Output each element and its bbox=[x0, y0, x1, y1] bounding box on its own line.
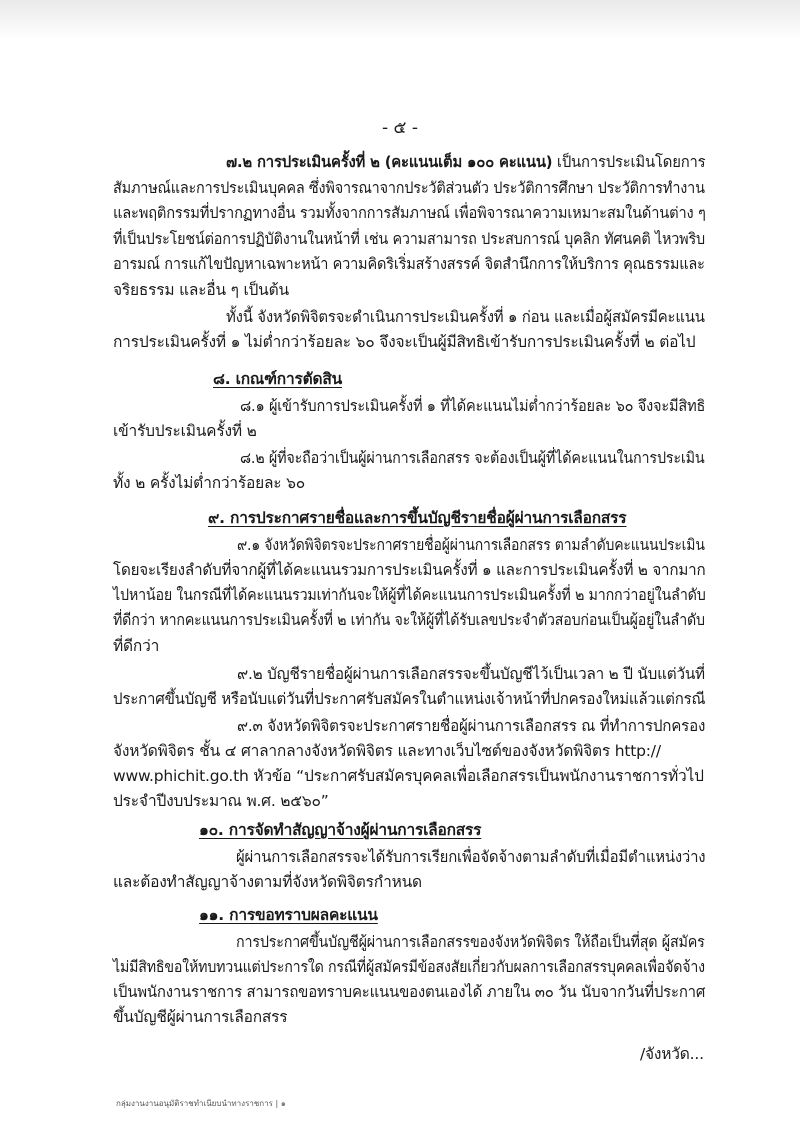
section-7-2-title: ๗.๒ การประเมินครั้งที่ ๒ (คะแนนเต็ม ๑๐๐ คะแนน) bbox=[226, 153, 553, 171]
section-8-1-line: ๘.๑ ผู้เข้ารับการประเมินครั้งที่ ๑ ที่ได้คะแนนไม่ต่ำกว่าร้อยละ ๖๐ จึงจะมีสิทธิ bbox=[240, 397, 706, 415]
section-11-line: การประกาศขึ้นบัญชีผู้ผ่านการเลือกสรรของจังหวัดพิจิตร ให้ถือเป็นที่สุด ผู้สมัคร bbox=[236, 933, 705, 951]
section-9-1-line: โดยจะเรียงลำดับที่จากผู้ที่ได้คะแนนรวมการประเมินครั้งที่ ๑ และการประเมินครั้งที่ ๒ จากมาก bbox=[113, 561, 706, 579]
page-footer: กลุ่มงานงานอนุมัติราชทำเนียบนำทางราชการ | ๑ bbox=[116, 1099, 286, 1108]
section-9-2-line: ประกาศขึ้นบัญชี หรือนับแต่วันที่ประกาศรับสมัครในตำแหน่งเจ้าหน้าที่ปกครองใหม่แล้วแต่กรณี bbox=[113, 690, 706, 708]
section-9-3-line: ๙.๓ จังหวัดพิจิตรจะประกาศรายชื่อผู้ผ่านการเลือกสรร ณ ที่ทำการปกครอง bbox=[237, 717, 706, 735]
section-9-1-line: ที่ดีกว่า หากคะแนนการประเมินครั้งที่ ๒ เท่ากัน จะให้ผู้ที่ได้รับเลขประจำตัวสอบก่อนเป็นผู้อยู่ในลำดับ bbox=[113, 611, 705, 629]
section-9-3-line: จังหวัดพิจิตร ชั้น ๔ ศาลากลางจังหวัดพิจิตร และทางเว็บไซต์ของจังหวัดพิจิตร http:// bbox=[113, 742, 661, 760]
continuation-text: /จังหวัด... bbox=[640, 1045, 704, 1063]
section-10-line: และต้องทำสัญญาจ้างตามที่จังหวัดพิจิตรกำหนด bbox=[113, 873, 422, 891]
section-11-line: ไม่มีสิทธิขอให้ทบทวนแต่ประการใด กรณีที่ผู้สมัครมีข้อสงสัยเกี่ยวกับผลการเลือกสรรบุคคลเพื่อจัดจ้าง bbox=[113, 958, 705, 976]
section-9-heading: ๙. การประกาศรายชื่อและการขึ้นบัญชีรายชื่อผู้ผ่านการเลือกสรร bbox=[208, 509, 627, 527]
section-11-line: เป็นพนักงานราชการ สามารถขอทราบคะแนนของตนเองได้ ภายใน ๓๐ วัน นับจากวันที่ประกาศ bbox=[113, 983, 706, 1001]
section-7-2-note-line: การประเมินครั้งที่ ๑ ไม่ต่ำกว่าร้อยละ ๖๐ จึงจะเป็นผู้มีสิทธิเข้ารับการประเมินครั้งที่ ๒ ต่อไป bbox=[113, 333, 696, 351]
section-7-2-first-line-rest: เป็นการประเมินโดยการ bbox=[552, 153, 706, 171]
section-7-2-note-line: ทั้งนี้ จังหวัดพิจิตรจะดำเนินการประเมินครั้งที่ ๑ ก่อน และเมื่อผู้สมัครมีคะแนน bbox=[226, 308, 705, 326]
section-8-heading: ๘. เกณฑ์การตัดสิน bbox=[213, 370, 342, 388]
section-9-2-line: ๙.๒ บัญชีรายชื่อผู้ผ่านการเลือกสรรจะขึ้นบัญชีไว้เป็นเวลา ๒ ปี นับแต่วันที่ bbox=[237, 665, 705, 683]
section-7-2-first-line bbox=[226, 152, 705, 172]
section-8-2-line: ทั้ง ๒ ครั้งไม่ต่ำกว่าร้อยละ ๖๐ bbox=[113, 474, 306, 492]
section-7-2-line: ที่เป็นประโยชน์ต่อการปฏิบัติงานในหน้าที่ เช่น ความสามารถ ประสบการณ์ บุคลิก ทัศนคติ ไหวพริบ bbox=[113, 230, 705, 248]
section-9-3-line: ประจำปีงบประมาณ พ.ศ. ๒๕๖๐” bbox=[113, 792, 329, 810]
section-11-heading: ๑๑. การขอทราบผลคะแนน bbox=[199, 906, 378, 924]
section-7-2-line: สัมภาษณ์และการประเมินบุคคล ซึ่งพิจารณาจากประวัติส่วนตัว ประวัติการศึกษา ประวัติการทำงาน bbox=[113, 179, 705, 197]
scan-edge-shadow bbox=[0, 0, 800, 40]
section-9-3-line: www.phichit.go.th หัวข้อ “ประกาศรับสมัครบุคคลเพื่อเลือกสรรเป็นพนักงานราชการทั่วไป bbox=[113, 767, 704, 785]
section-9-1-line: ๙.๑ จังหวัดพิจิตรจะประกาศรายชื่อผู้ผ่านการเลือกสรร ตามลำดับคะแนนประเมิน bbox=[237, 536, 705, 554]
section-9-1-line: ไปหาน้อย ในกรณีที่ได้คะแนนรวมเท่ากันจะให้ผู้ที่ได้คะแนนการประเมินครั้งที่ ๒ มากกว่าอยู่ในลำดับ bbox=[113, 586, 706, 604]
section-10-heading: ๑๐. การจัดทำสัญญาจ้างผู้ผ่านการเลือกสรร bbox=[199, 821, 482, 839]
section-9-1-line: ที่ดีกว่า bbox=[113, 637, 160, 655]
section-7-2-line: อารมณ์ การแก้ไขปัญหาเฉพาะหน้า ความคิดริเริ่มสร้างสรรค์ จิตสำนึกการให้บริการ คุณธรรมและ bbox=[113, 255, 705, 273]
page-number: - ๕ - bbox=[382, 118, 418, 138]
section-7-2-line: จริยธรรม และอื่น ๆ เป็นต้น bbox=[113, 281, 289, 299]
section-8-1-line: เข้ารับประเมินครั้งที่ ๒ bbox=[113, 422, 257, 440]
section-7-2-line: และพฤติกรรมที่ปรากฏทางอื่น รวมทั้งจากการสัมภาษณ์ เพื่อพิจารณาความเหมาะสมในด้านต่าง ๆ bbox=[113, 204, 706, 222]
section-11-line: ขึ้นบัญชีผู้ผ่านการเลือกสรร bbox=[113, 1008, 288, 1026]
section-10-line: ผู้ผ่านการเลือกสรรจะได้รับการเรียกเพื่อจัดจ้างตามลำดับที่เมื่อมีตำแหน่งว่าง bbox=[236, 848, 706, 866]
section-8-2-line: ๘.๒ ผู้ที่จะถือว่าเป็นผู้ผ่านการเลือกสรร จะต้องเป็นผู้ที่ได้คะแนนในการประเมิน bbox=[240, 449, 705, 467]
